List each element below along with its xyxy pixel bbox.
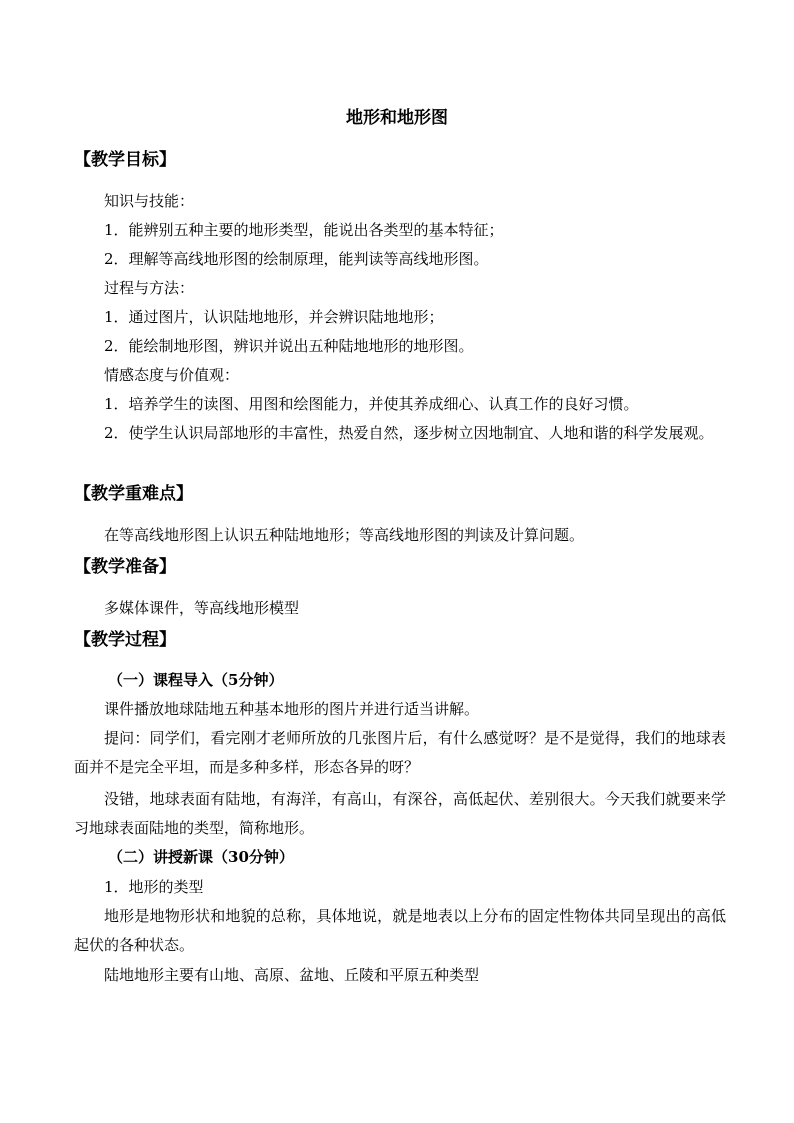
- knowledge-item-1: 1．能辨别五种主要的地形类型，能说出各类型的基本特征；: [104, 221, 504, 239]
- preparation-text: 多媒体课件，等高线地形模型: [104, 599, 300, 617]
- process-item-1: 1．通过图片，认识陆地地形，并会辨识陆地地形；: [104, 308, 444, 326]
- part2-title: （二）讲授新课（30分钟）: [108, 848, 294, 866]
- section-heading-goals: 【教学目标】: [74, 150, 176, 170]
- section-heading-preparation: 【教学准备】: [74, 557, 176, 577]
- part2-paragraph-1: 地形是地物形状和地貌的总称，具体地说，就是地表以上分布的固定性物体共同呈现出的高低起伏的各种状态。: [74, 907, 726, 954]
- document-title: 地形和地形图: [346, 108, 448, 128]
- emotion-label: 情感态度与价值观：: [104, 366, 240, 384]
- section-heading-process: 【教学过程】: [74, 630, 176, 650]
- process-label: 过程与方法：: [104, 279, 195, 297]
- process-item-2: 2．能绘制地形图，辨识并说出五种陆地地形的地形图。: [104, 337, 474, 355]
- part2-item-1: 1．地形的类型: [104, 878, 204, 896]
- key-points-text: 在等高线地形图上认识五种陆地地形；等高线地形图的判读及计算问题。: [104, 526, 585, 544]
- emotion-item-1: 1．培养学生的读图、用图和绘图能力，并使其养成细心、认真工作的良好习惯。: [104, 395, 639, 413]
- part1-paragraph-2: 提问：同学们，看完刚才老师所放的几张图片后，有什么感觉呀？是不是觉得，我们的地球表面并不是完全平坦，而是多种多样，形态各异的呀？: [74, 729, 726, 776]
- section-heading-key-points: 【教学重难点】: [74, 484, 193, 504]
- part1-title: （一）课程导入（5分钟）: [108, 671, 284, 689]
- emotion-item-2: 2．使学生认识局部地形的丰富性，热爱自然，逐步树立因地制宜、人地和谐的科学发展观。: [104, 424, 714, 442]
- knowledge-item-2: 2．理解等高线地形图的绘制原理，能判读等高线地形图。: [104, 250, 489, 268]
- part1-paragraph-1: 课件播放地球陆地五种基本地形的图片并进行适当讲解。: [104, 700, 480, 718]
- knowledge-label: 知识与技能：: [104, 192, 195, 210]
- part1-paragraph-3: 没错，地球表面有陆地，有海洋，有高山，有深谷，高低起伏、差别很大。今天我们就要来学习地球表面陆地的类型，简称地形。: [74, 790, 726, 837]
- part2-paragraph-2: 陆地地形主要有山地、高原、盆地、丘陵和平原五种类型: [104, 966, 480, 984]
